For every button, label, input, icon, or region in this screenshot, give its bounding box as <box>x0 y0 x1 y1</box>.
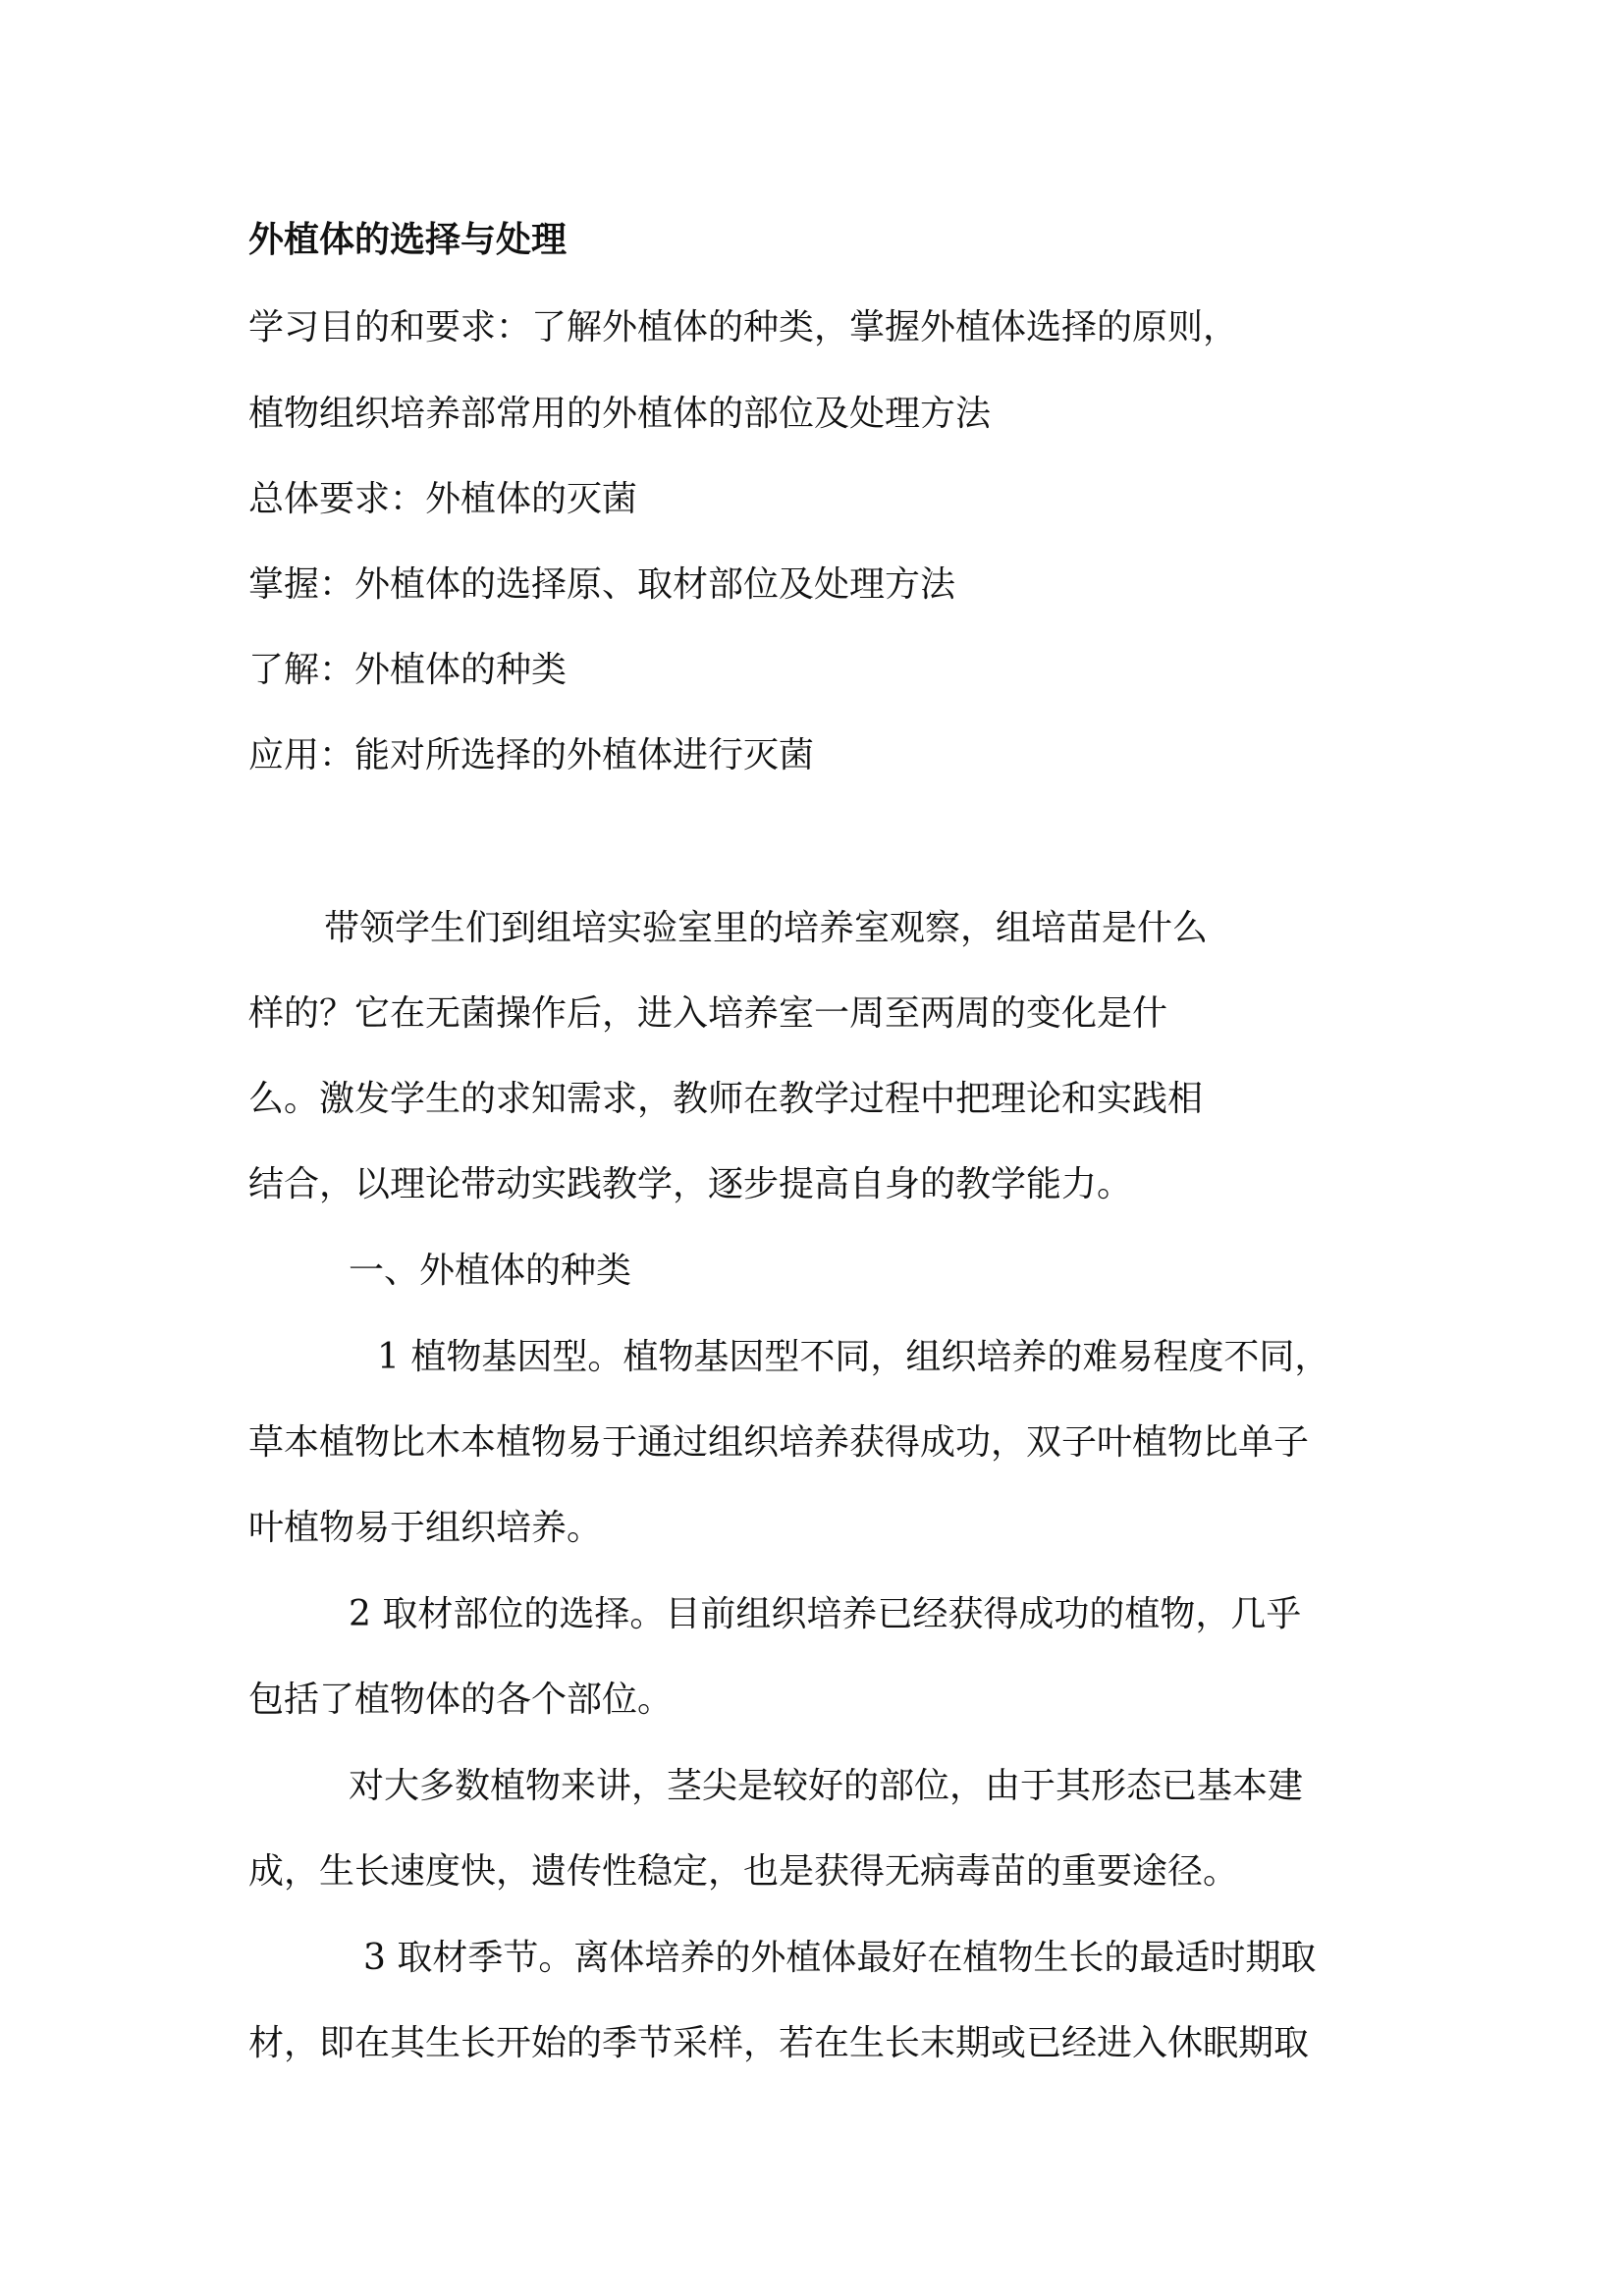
item2-note-line: 对大多数植物来讲，茎尖是较好的部位，由于其形态已基本建 <box>349 1766 1304 1806</box>
intro-line: 样的？它在无菌操作后，进入培养室一周至两周的变化是什 <box>248 993 1168 1034</box>
item1-line: 叶植物易于组织培养。 <box>248 1508 603 1548</box>
objective-line: 学习目的和要求：了解外植体的种类，掌握外植体选择的原则， <box>248 307 1239 347</box>
intro-line: 结合，以理论带动实践教学，逐步提高自身的教学能力。 <box>248 1164 1133 1204</box>
intro-line: 带领学生们到组培实验室里的培养室观察，组培苗是什么 <box>324 908 1209 948</box>
objective-line: 植物组织培养部常用的外植体的部位及处理方法 <box>248 394 992 434</box>
item2-line: 2 取材部位的选择。目前组织培养已经获得成功的植物，几乎 <box>349 1594 1302 1634</box>
intro-line: 么。激发学生的求知需求，教师在教学过程中把理论和实践相 <box>248 1079 1204 1119</box>
item3-line: 材，即在其生长开始的季节采样，若在生长末期或已经进入休眠期取 <box>248 2023 1310 2063</box>
section-heading: 一、外植体的种类 <box>349 1251 632 1291</box>
document-title: 外植体的选择与处理 <box>248 219 568 260</box>
item3-line: 3 取材季节。离体培养的外植体最好在植物生长的最适时期取 <box>363 1938 1317 1978</box>
objective-line: 应用：能对所选择的外植体进行灭菌 <box>248 735 815 775</box>
objective-line: 总体要求：外植体的灭菌 <box>248 479 638 519</box>
objective-line: 掌握：外植体的选择原、取材部位及处理方法 <box>248 564 956 605</box>
item2-note-line: 成，生长速度快，遗传性稳定，也是获得无病毒苗的重要途径。 <box>248 1851 1239 1892</box>
item1-line: 1 植物基因型。植物基因型不同，组织培养的难易程度不同， <box>377 1337 1330 1377</box>
item2-line: 包括了植物体的各个部位。 <box>248 1680 674 1720</box>
objective-line: 了解：外植体的种类 <box>248 650 568 690</box>
item1-line: 草本植物比木本植物易于通过组织培养获得成功，双子叶植物比单子 <box>248 1422 1310 1463</box>
